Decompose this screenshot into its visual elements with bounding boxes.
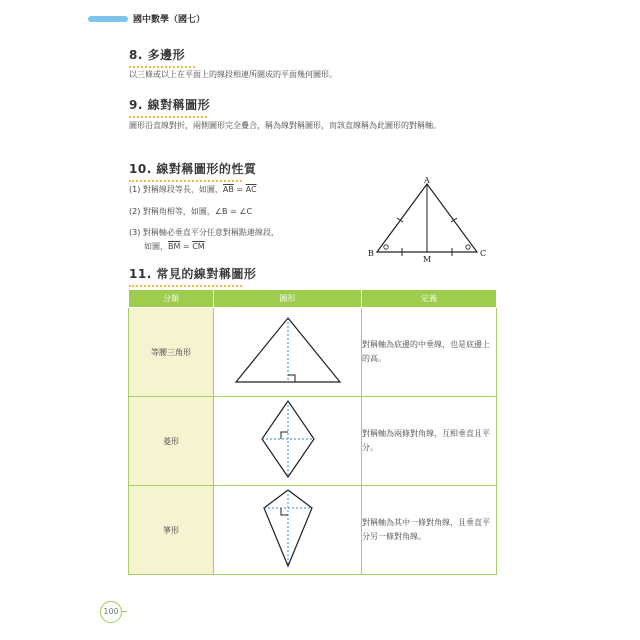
definition-kite: 對稱軸為其中一條對角線，且垂直平分另一條對角線。	[362, 486, 497, 575]
property-3-line2	[144, 241, 205, 252]
section-11-title-text: 11. 常見的線對稱圖形	[129, 267, 257, 281]
property-1	[129, 184, 257, 195]
section-10-title	[129, 160, 256, 177]
property-3-line1: (3) 對稱軸必垂直平分任意對稱點連線段，	[129, 228, 279, 237]
page-number: 100	[100, 601, 122, 623]
isosceles-triangle-figure	[360, 176, 500, 266]
symmetric-shapes-table	[128, 289, 497, 575]
section-11-title	[129, 265, 256, 282]
section-9-body: 圖形沿直線對折，兩側圖形完全疊合，稱為線對稱圖形，而該直線稱為此圖形的對稱軸。	[129, 121, 441, 130]
section-8-title	[129, 46, 185, 63]
vertex-label-c: C	[480, 249, 487, 258]
section-10-underline	[129, 180, 242, 182]
kite-shape	[248, 486, 328, 570]
property-2: (2) 對稱角相等，如圖，∠B = ∠C	[129, 207, 253, 216]
right-angle-mark	[288, 375, 295, 382]
section-9-title	[129, 96, 210, 113]
isosceles-triangle-shape	[228, 314, 348, 386]
table-row	[129, 308, 497, 397]
page-number-line	[121, 611, 127, 612]
section-8-title-text: 8. 多邊形	[129, 48, 186, 62]
section-9-title-text: 9. 線對稱圖形	[129, 98, 211, 112]
category-rhombus: 菱形	[129, 397, 214, 486]
definition-isosceles-triangle: 對稱軸為底邊的中垂線，也是底邊上的高。	[362, 308, 497, 397]
segment-bm: $\overline{BM}$	[168, 242, 181, 251]
equals-sign: =	[180, 242, 193, 251]
category-kite: 箏形	[129, 486, 214, 575]
category-isosceles-triangle: 等腰三角形	[129, 308, 214, 397]
header-definition: 定義	[362, 290, 497, 308]
equals-sign: =	[233, 185, 246, 194]
property-3-text: 如圖，	[144, 242, 168, 251]
right-angle-mark	[281, 432, 288, 439]
table-row	[129, 397, 497, 486]
rhombus-shape	[248, 397, 328, 481]
section-8-body: 以三條或以上在平面上的線段相連所圍成的平面幾何圖形。	[129, 70, 337, 79]
table-row	[129, 486, 497, 575]
header-accent-bar	[88, 16, 128, 22]
figure-rhombus-cell	[214, 397, 362, 486]
figure-isosceles-triangle-cell	[214, 308, 362, 397]
vertex-label-a: A	[424, 176, 430, 185]
table-header-row	[129, 290, 497, 308]
segment-cm: $\overline{CM}$	[192, 242, 205, 251]
segment-ab: $\overline{AB}$	[222, 185, 234, 194]
angle-mark-b	[384, 245, 388, 249]
section-10-title-text: 10. 線對稱圖形的性質	[129, 162, 257, 176]
property-1-text: (1) 對稱線段等長，如圖，	[129, 185, 223, 194]
section-11-underline	[129, 285, 242, 287]
header-title: 國中數學（國七）	[133, 15, 206, 25]
angle-mark-c	[466, 245, 470, 249]
header-category: 分類	[129, 290, 214, 308]
segment-ac: $\overline{AC}$	[245, 185, 257, 194]
figure-kite-cell	[214, 486, 362, 575]
vertex-label-b: B	[368, 249, 374, 258]
right-angle-mark	[281, 508, 288, 515]
definition-rhombus: 對稱軸為兩條對角線，互相垂直且平分。	[362, 397, 497, 486]
header-figure: 圖形	[214, 290, 362, 308]
point-label-m: M	[423, 255, 432, 264]
